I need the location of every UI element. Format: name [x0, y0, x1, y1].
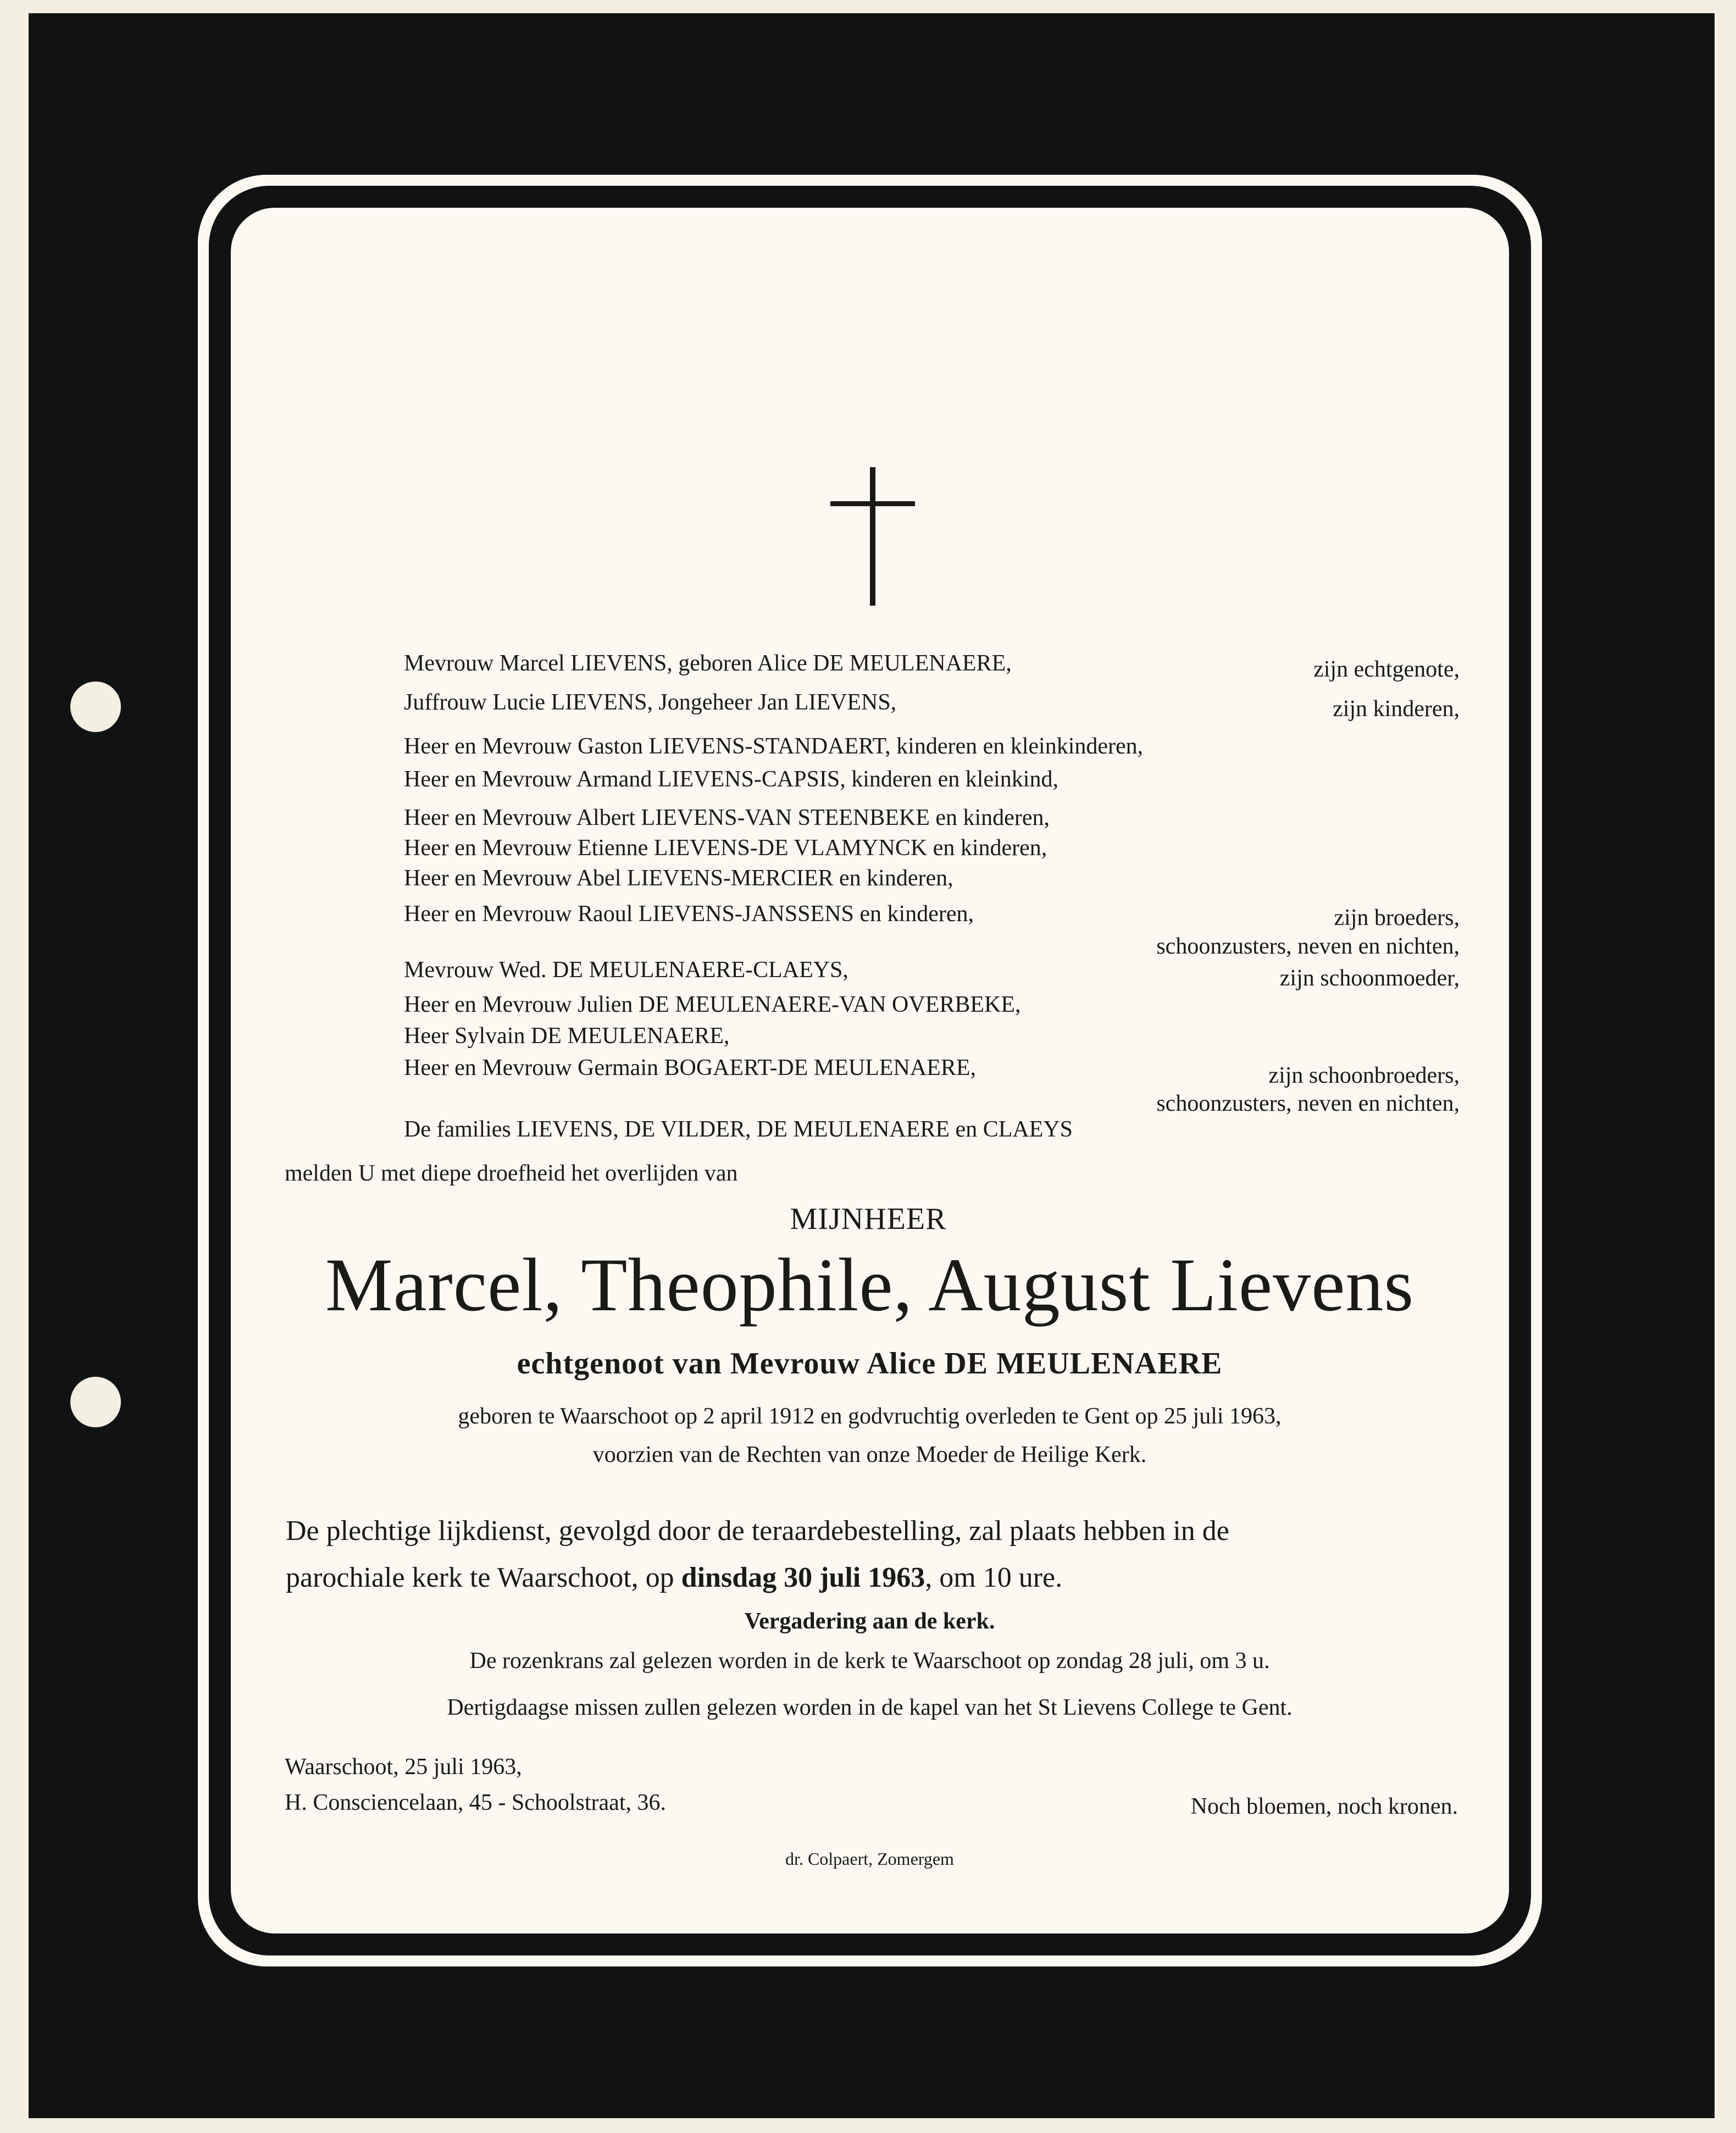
place-date-line: Waarschoot, 25 juli 1963,	[285, 1754, 522, 1780]
gathering-line: Vergadering aan de kerk.	[744, 1609, 995, 1634]
funeral-date: dinsdag 30 juli 1963	[681, 1562, 925, 1593]
address-line: H. Consciencelaan, 45 - Schoolstraat, 36.	[285, 1790, 666, 1815]
relation-row-10: zijn schoonmoeder,	[1279, 966, 1460, 991]
funeral-line-1	[286, 1514, 1454, 1548]
family-row-7: Heer en Mevrouw Abel LIEVENS-MERCIER en kinderen,	[404, 866, 953, 891]
family-row-15: De families LIEVENS, DE VILDER, DE MEULENAERE en CLAEYS	[404, 1117, 1073, 1142]
family-row-2: Juffrouw Lucie LIEVENS, Jongeheer Jan LIEVENS,	[404, 690, 897, 715]
family-row-5: Heer en Mevrouw Albert LIEVENS-VAN STEENBEKE en kinderen,	[404, 805, 1050, 830]
relation-row-8: zijn broeders,	[1334, 905, 1460, 930]
rosary-line: De rozenkrans zal gelezen worden in de kerk te Waarschoot op zondag 28 juli, om 3 u.	[469, 1648, 1270, 1674]
last-rites-line: voorzien van de Rechten van onze Moeder de Heilige Kerk.	[592, 1442, 1147, 1467]
cross-horizontal-bar	[830, 501, 915, 506]
funeral-line-2-end: , om 10 ure.	[925, 1562, 1063, 1593]
family-row-6: Heer en Mevrouw Etienne LIEVENS-DE VLAMYNCK en kinderen,	[404, 835, 1047, 861]
family-row-4: Heer en Mevrouw Armand LIEVENS-CAPSIS, kinderen en kleinkind,	[404, 767, 1058, 792]
masses-line: Dertigdaagse missen zullen gelezen worden in de kapel van het St Lievens College te Gent.	[447, 1695, 1293, 1720]
family-row-3: Heer en Mevrouw Gaston LIEVENS-STANDAERT, kinderen en kleinkinderen,	[404, 734, 1144, 759]
deceased-name: Marcel, Theophile, August Lievens	[325, 1243, 1415, 1327]
announcement-line: melden U met diepe droefheid het overlijden van	[285, 1161, 738, 1186]
family-row-12: Heer Sylvain DE MEULENAERE,	[404, 1023, 730, 1049]
relation-row-14: schoonzusters, neven en nichten,	[1156, 1091, 1460, 1116]
relation-row-13: zijn schoonbroeders,	[1268, 1063, 1460, 1088]
deceased-title: MIJNHEER	[790, 1202, 947, 1236]
relation-row-1: zijn echtgenote,	[1313, 657, 1460, 682]
family-row-13: Heer en Mevrouw Germain BOGAERT-DE MEULENAERE,	[404, 1055, 977, 1081]
funeral-line-1-text: De plechtige lijkdienst, gevolgd door de teraardebestelling, zal plaats hebben in de	[286, 1515, 1229, 1547]
printer-credit: dr. Colpaert, Zomergem	[785, 1849, 954, 1869]
relation-row-2: zijn kinderen,	[1333, 696, 1460, 722]
punch-hole-bottom	[70, 1377, 121, 1427]
punch-hole-top	[70, 682, 121, 732]
funeral-line-2	[286, 1561, 1454, 1595]
family-row-11: Heer en Mevrouw Julien DE MEULENAERE-VAN OVERBEKE,	[404, 992, 1021, 1017]
family-row-8: Heer en Mevrouw Raoul LIEVENS-JANSSENS en kinderen,	[404, 901, 974, 927]
funeral-line-2-start: parochiale kerk te Waarschoot, op	[286, 1562, 681, 1593]
no-flowers-line: Noch bloemen, noch kronen.	[1190, 1794, 1458, 1819]
family-row-10: Mevrouw Wed. DE MEULENAERE-CLAEYS,	[404, 957, 848, 983]
birth-death-line: geboren te Waarschoot op 2 april 1912 en godvruchtig overleden te Gent op 25 juli 1963,	[458, 1404, 1282, 1429]
family-row-1: Mevrouw Marcel LIEVENS, geboren Alice DE MEULENAERE,	[404, 651, 1012, 676]
relation-row-9: schoonzusters, neven en nichten,	[1156, 934, 1460, 959]
cross-vertical-bar	[870, 467, 875, 606]
spouse-line: echtgenoot van Mevrouw Alice DE MEULENAERE	[517, 1347, 1223, 1381]
